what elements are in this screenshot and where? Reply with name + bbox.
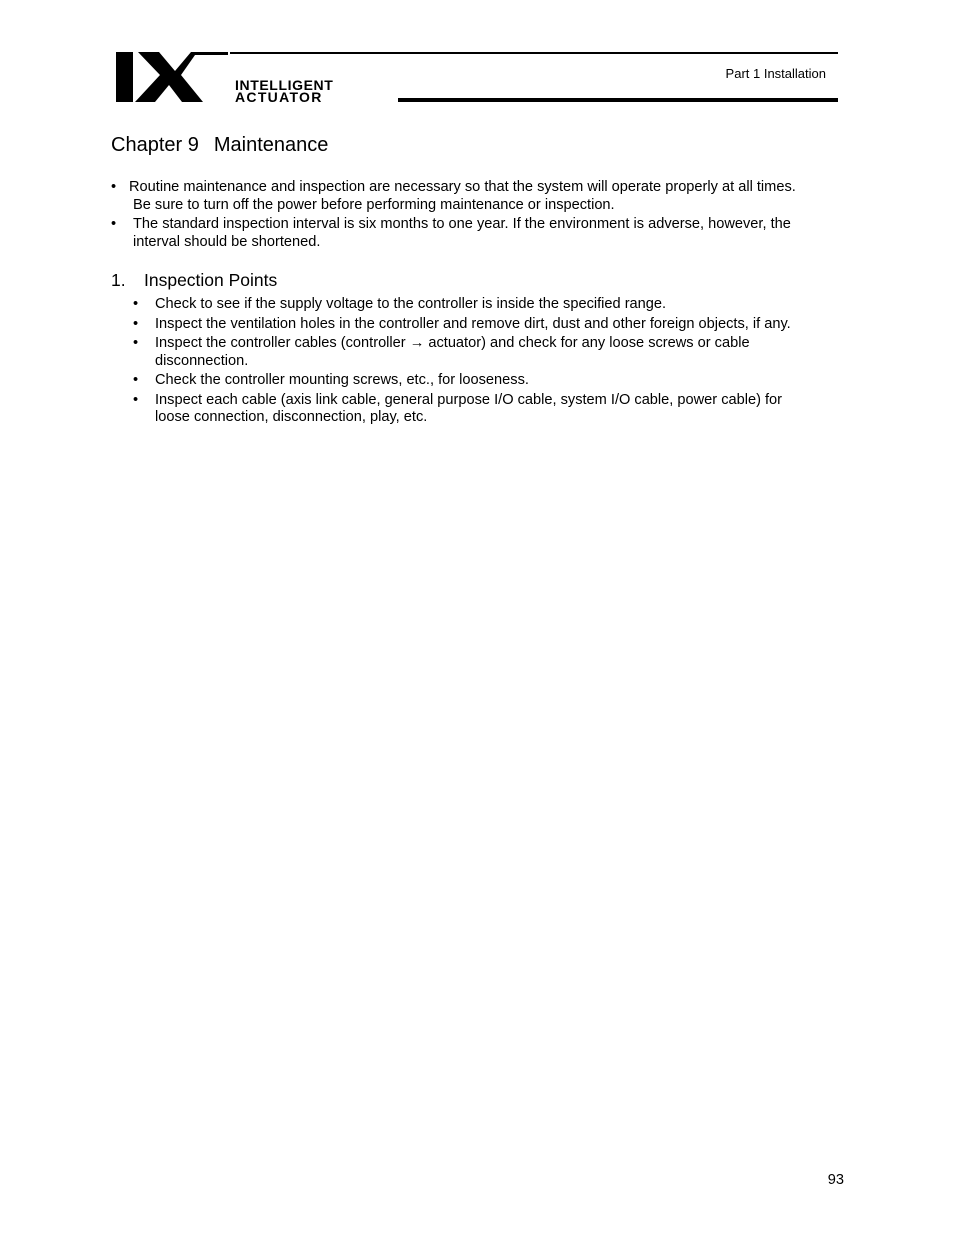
intelligent-actuator-logo [113,52,398,104]
point-line: Inspect each cable (axis link cable, general purpose I/O cable, system I/O cable, power cable) for [155,391,783,408]
inspection-point-item [133,372,848,390]
logo-line-actuator: ACTUATOR [235,89,323,104]
inspection-point-item [133,316,848,334]
header-rule-top [230,52,838,54]
intro-bullet-item [111,215,851,251]
intro-bullet-list [111,178,851,251]
point-line: Check to see if the supply voltage to the controller is inside the specified range. [155,296,667,312]
bullet-icon: • [133,315,139,332]
page-number: 93 [827,1172,844,1188]
point-line: disconnection. [155,352,249,369]
point-line: loose connection, disconnection, play, etc. [155,409,428,425]
bullet-icon: • [133,391,139,408]
bullet-icon: • [133,335,139,351]
bullet-icon: • [133,372,139,388]
section-number: 1. [111,270,126,290]
part-label: Part 1 Installation [725,66,826,81]
inspection-point-item [133,335,848,370]
intro-bullet-item [111,178,851,214]
bullet-icon: • [133,296,139,312]
bullet-icon: • [111,179,117,195]
section-heading [111,270,277,291]
point-line: Inspect the ventilation holes in the controller and remove dirt, dust and other foreign objects, if any. [155,315,791,332]
chapter-heading [111,134,328,157]
inspection-point-item [133,296,848,314]
bullet-icon: • [111,216,117,232]
point-line: Inspect the controller cables (controller → actuator) and check for any loose screws or cable [155,335,750,351]
chapter-number: Chapter 9 [111,134,199,156]
inspection-points-list [133,296,848,429]
chapter-title: Maintenance [213,134,329,156]
point-line: Check the controller mounting screws, etc., for looseness. [155,372,529,388]
intro-line: Routine maintenance and inspection are necessary so that the system will operate properly at all times. [129,179,796,195]
intro-line: Be sure to turn off the power before performing maintenance or inspection. [133,197,615,213]
intro-line: interval should be shortened. [133,234,321,250]
header-rule-bottom [398,98,838,102]
intro-line: The standard inspection interval is six months to one year. If the environment is adverse, however, the [133,216,791,232]
logo-line-intelligent: INTELLIGENT [235,77,334,93]
ix-logo-mark [113,52,398,104]
section-title: Inspection Points [144,270,278,290]
inspection-point-item [133,392,848,427]
